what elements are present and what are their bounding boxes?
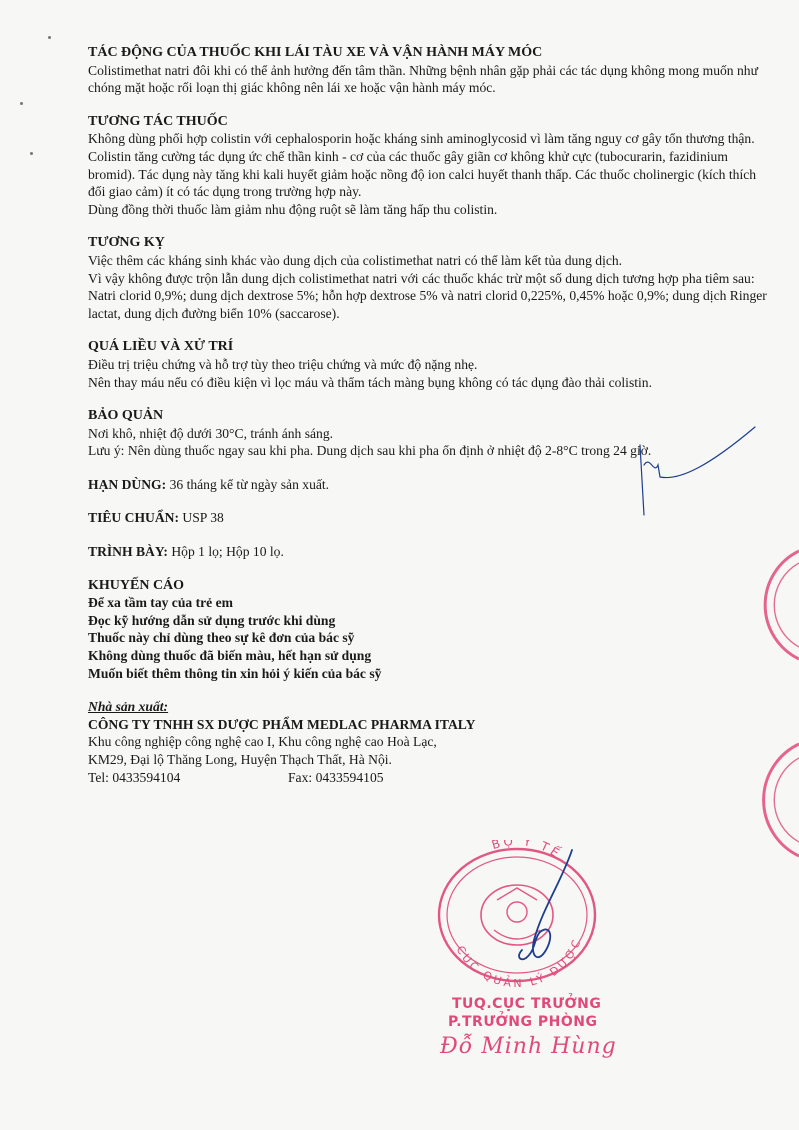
shelf-life-label: HẠN DÙNG: — [88, 476, 167, 492]
warning-item: Không dùng thuốc đã biến màu, hết hạn sử dụng — [88, 648, 372, 664]
manufacturer — [88, 698, 768, 786]
edge-stamp-icon — [759, 545, 799, 665]
standard-value: USP 38 — [179, 510, 224, 526]
section-title: BẢO QUẢN — [88, 408, 164, 424]
manufacturer-label: Nhà sản xuất: — [88, 699, 169, 715]
approval-block — [440, 996, 617, 1059]
approval-line-2: P.TRƯỞNG PHÒNG — [448, 1014, 598, 1030]
signature-mark-icon — [620, 425, 760, 520]
warning-item: Để xa tầm tay của trẻ em — [88, 595, 233, 611]
section-title: TÁC ĐỘNG CỦA THUỐC KHI LÁI TÀU XE VÀ VẬN HÀNH MÁY MÓC — [88, 45, 543, 60]
manufacturer-address: Khu công nghiệp công nghệ cao I, Khu công nghệ cao Hoà Lạc, — [88, 734, 437, 750]
section-paragraph: Lưu ý: Nên dùng thuốc ngay sau khi pha. Dung dịch sau khi pha ổn định ở nhiệt độ 2-8°C trong 24 giờ. — [88, 443, 652, 459]
stamp-top-text: BỘ Y TẾ — [489, 840, 565, 862]
section-paragraph: Colistin tăng cường tác dụng ức chế thần kinh - cơ của các thuốc gây giãn cơ không khử cực (tubocurarin, fazidinium bromid). Tác dụng này tăng khi kali huyết giảm hoặc nồng độ ion calci huyết thanh thấp. Các thuốc cholinergic (kích thích đối giao cảm) ít có tác dụng trong trường hợp này. — [88, 148, 757, 200]
section-paragraph: Colistimethat natri đôi khi có thể ảnh hưởng đến tâm thần. Những bệnh nhân gặp phải các tác dụng không mong muốn như chóng mặt hoặc rối loạn thị giác không nên lái xe hoặc vận hành máy móc. — [88, 62, 758, 96]
manufacturer-fax: Fax: 0433594105 — [288, 769, 384, 785]
section-title: TƯƠNG TÁC THUỐC — [88, 113, 228, 129]
section-paragraph: Vì vậy không được trộn lẫn dung dịch colistimethat natri với các thuốc khác trừ một số dung dịch tương hợp pha tiêm sau: Natri clorid 0,9%; dung dịch dextrose 5%; hỗn hợp dextrose 5% và natri clorid 0,225%, 0,45% hoặc 0,9%; dung dịch Ringer lactat, dung dịch đường biển 10% (saccarose). — [88, 270, 767, 321]
section-paragraph: Nên thay máu nếu có điều kiện vì lọc máu và thẩm tách màng bụng không có tác dụng đào thải colistin. — [88, 374, 652, 390]
packaging-label: TRÌNH BÀY: — [88, 544, 168, 560]
scan-dot — [30, 152, 33, 155]
contact-row — [88, 769, 768, 787]
shelf-life-value: 36 tháng kể từ ngày sản xuất. — [166, 476, 330, 492]
document-body — [88, 44, 768, 802]
section-incompatibility — [88, 234, 768, 322]
stamp-seal-icon — [422, 840, 612, 990]
section-paragraph: Điều trị triệu chứng và hỗ trợ tùy theo triệu chứng và mức độ nặng nhẹ. — [88, 356, 478, 372]
section-interactions — [88, 113, 768, 219]
approval-line-1: TUQ.CỤC TRƯỞNG — [452, 996, 602, 1012]
section-paragraph: Dùng đồng thời thuốc làm giảm nhu động ruột sẽ làm tăng hấp thu colistin. — [88, 201, 498, 217]
signer-name: Đỗ Minh Hùng — [440, 1034, 617, 1059]
warnings — [88, 577, 768, 683]
section-paragraph: Nơi khô, nhiệt độ dưới 30°C, tránh ánh sáng. — [88, 425, 334, 441]
warning-item: Thuốc này chỉ dùng theo sự kê đơn của bác sỹ — [88, 630, 355, 646]
manufacturer-tel: Tel: 0433594104 — [88, 769, 181, 785]
packaging — [88, 543, 768, 561]
manufacturer-address: KM29, Đại lộ Thăng Long, Huyện Thạch Thất, Hà Nội. — [88, 752, 392, 767]
packaging-value: Hộp 1 lọ; Hộp 10 lọ. — [167, 544, 284, 560]
section-title: TƯƠNG KỴ — [88, 235, 165, 251]
scan-dot — [48, 36, 51, 39]
official-stamp — [422, 840, 612, 990]
section-overdose — [88, 338, 768, 391]
section-driving — [88, 44, 768, 97]
warning-item: Đọc kỹ hướng dẫn sử dụng trước khi dùng — [88, 612, 336, 628]
section-paragraph: Không dùng phối hợp colistin với cephalosporin hoặc kháng sinh aminoglycosid vì làm tăng nguy cơ gây tổn thương thận. — [88, 131, 755, 147]
warning-item: Muốn biết thêm thông tin xin hỏi ý kiến của bác sỹ — [88, 665, 382, 681]
manufacturer-company: CÔNG TY TNHH SX DƯỢC PHẨM MEDLAC PHARMA ITALY — [88, 716, 476, 732]
section-title: QUÁ LIỀU VÀ XỬ TRÍ — [88, 339, 234, 355]
svg-text:CỤC QUẢN LÝ DƯỢC — [454, 935, 585, 990]
section-paragraph: Việc thêm các kháng sinh khác vào dung dịch của colistimethat natri có thể làm kết tủa dung dịch. — [88, 252, 623, 268]
edge-stamp-icon — [739, 740, 799, 860]
stamp-bottom-text: CỤC QUẢN LÝ DƯỢC — [453, 935, 585, 990]
scan-dot — [20, 102, 23, 105]
standard-label: TIÊU CHUẨN: — [88, 510, 180, 526]
warnings-title: KHUYẾN CÁO — [88, 577, 185, 593]
